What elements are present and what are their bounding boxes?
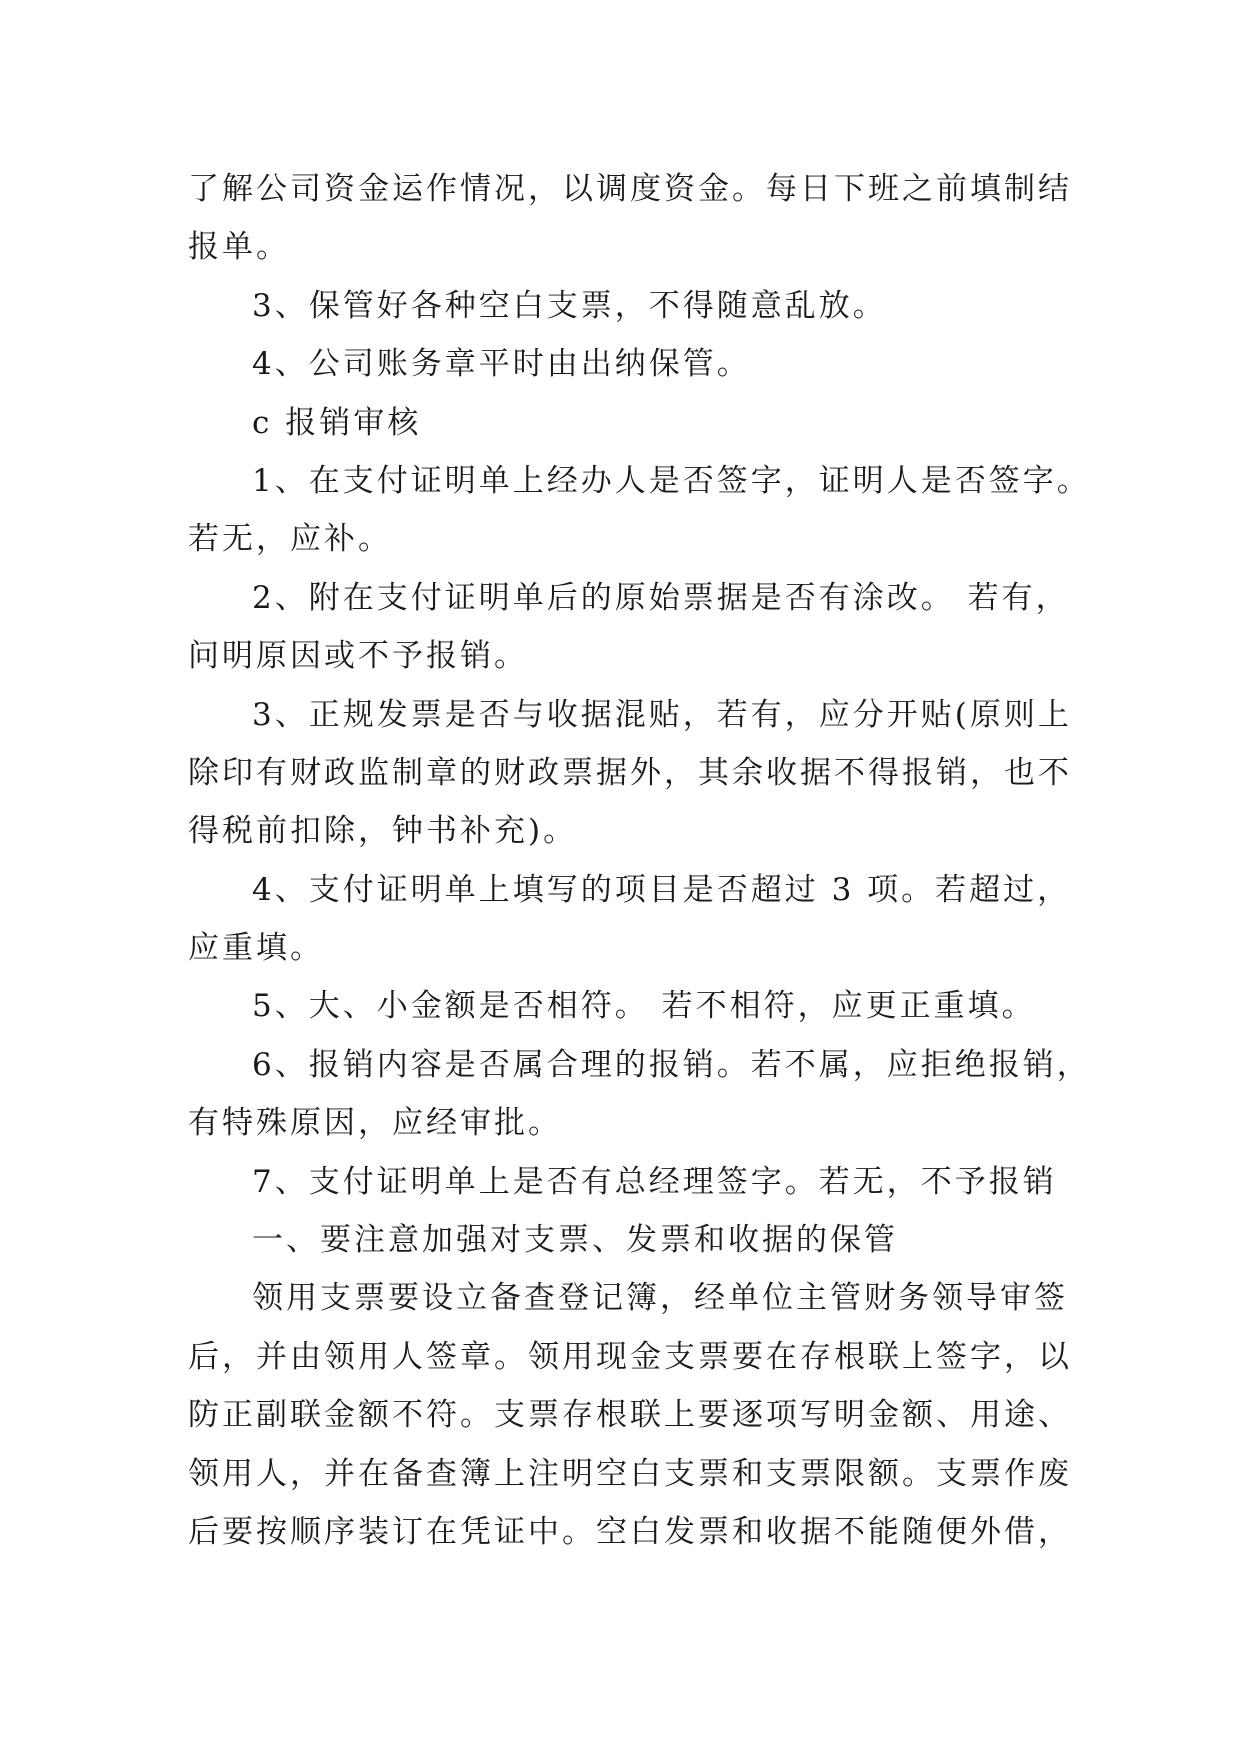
text-line: 领用支票要设立备查登记簿，经单位主管财务领导审签 — [252, 1280, 1068, 1317]
text-line: 得税前扣除，钟书补充)。 — [188, 813, 578, 850]
text-line: 除印有财政监制章的财政票据外，其余收据不得报销，也不 — [188, 754, 1072, 791]
text-line: 3、保管好各种空白支票，不得随意乱放。 — [252, 287, 887, 324]
text-line: 1、在支付证明单上经办人是否签字，证明人是否签字。 — [252, 462, 1091, 499]
section-heading: 一、要注意加强对支票、发票和收据的保管 — [252, 1222, 898, 1259]
text-line: 6、报销内容是否属合理的报销。若不属，应拒绝报销， — [252, 1046, 1091, 1083]
text-line: 若无，应补。 — [188, 521, 392, 558]
text-line: 问明原因或不予报销。 — [188, 638, 528, 675]
text-line: 3、正规发票是否与收据混贴，若有，应分开贴(原则上 — [252, 696, 1072, 733]
document-body — [188, 160, 1091, 1561]
text-line: 7、支付证明单上是否有总经理签字。若无，不予报销 — [252, 1163, 1057, 1200]
text-line: 应重填。 — [188, 930, 324, 967]
section-heading: c 报销审核 — [252, 404, 422, 441]
text-line: 5、大、小金额是否相符。 若不相符，应更正重填。 — [252, 988, 1036, 1025]
text-line: 4、支付证明单上填写的项目是否超过 3 项。若超过， — [252, 871, 1072, 908]
text-line: 报单。 — [188, 229, 290, 266]
text-line: 4、公司账务章平时由出纳保管。 — [252, 346, 751, 383]
text-line: 有特殊原因，应经审批。 — [188, 1105, 562, 1142]
text-line: 领用人，并在备查簿上注明空白支票和支票限额。支票作废 — [188, 1455, 1072, 1492]
text-line: 了解公司资金运作情况，以调度资金。每日下班之前填制结 — [188, 171, 1072, 207]
text-line: 防正副联金额不符。支票存根联上要逐项写明金额、用途、 — [188, 1397, 1072, 1434]
text-line: 2、附在支付证明单后的原始票据是否有涂改。 若有， — [252, 579, 1070, 616]
text-line: 后，并由领用人签章。领用现金支票要在存根联上签字，以 — [188, 1338, 1072, 1375]
text-line: 后要按顺序装订在凭证中。空白发票和收据不能随便外借， — [188, 1513, 1072, 1550]
